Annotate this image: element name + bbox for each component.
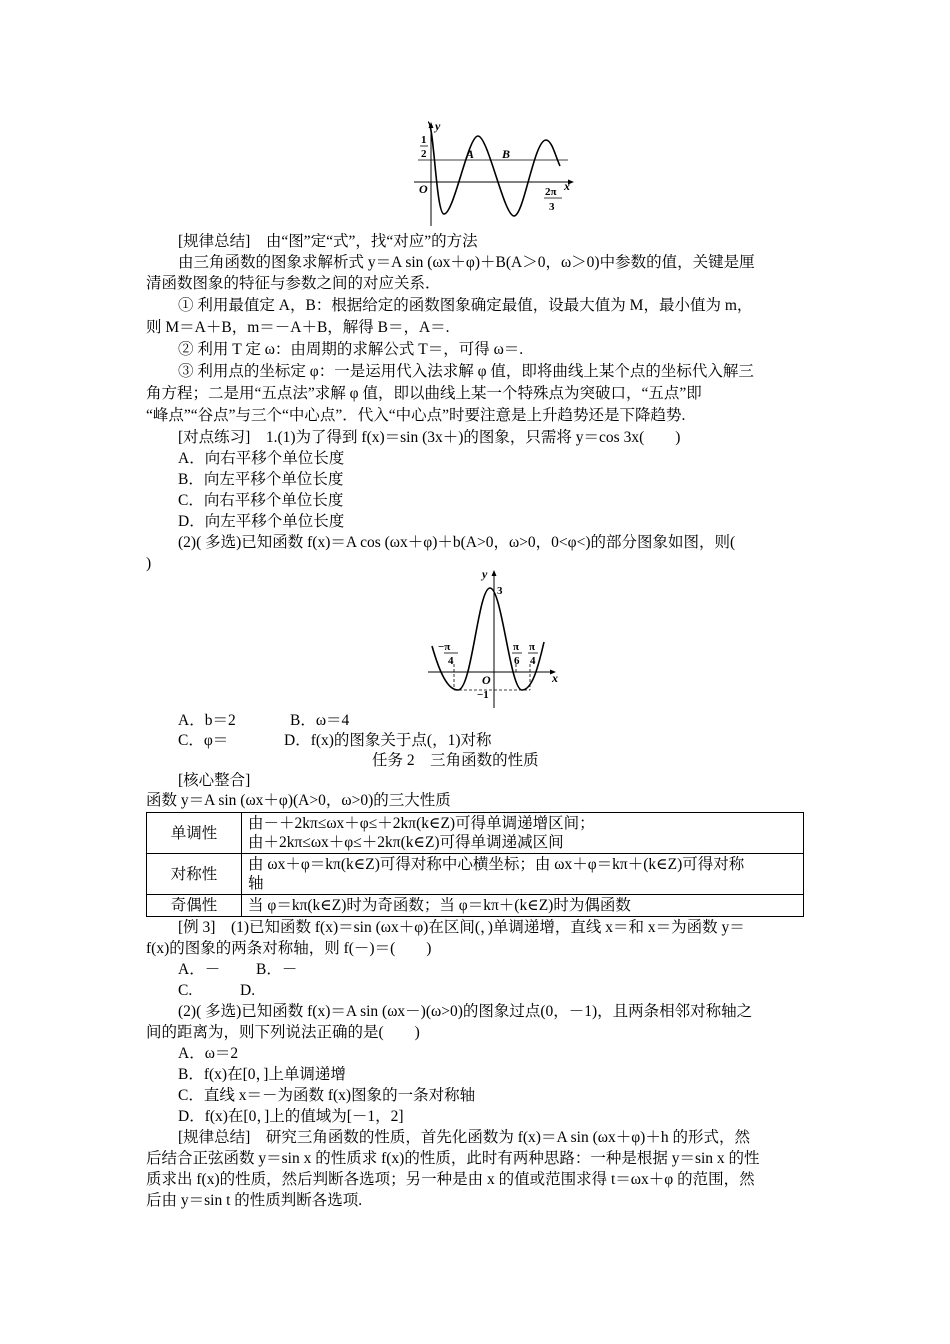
practice-title: [对点练习] bbox=[178, 429, 251, 446]
table-row bbox=[147, 895, 804, 917]
neg-pi4-num: −π bbox=[438, 641, 451, 653]
summary1-line: “峰点”“谷点”与三个“中心点”．代入“中心点”时要注意是上升趋势还是下降趋势. bbox=[146, 407, 686, 424]
row-name: 奇偶性 bbox=[147, 895, 242, 917]
practice-q2-options-row bbox=[178, 711, 350, 731]
cosine-graph-figure bbox=[418, 564, 566, 712]
example3-q2-option: B．f(x)在[0，]上单调递增 bbox=[178, 1066, 346, 1083]
min-label: −1 bbox=[477, 689, 489, 701]
pi4-num: π bbox=[529, 641, 536, 653]
summary2-heading bbox=[178, 1128, 750, 1148]
row-content bbox=[242, 895, 804, 917]
example3-q2-line2: 间的距离为，则下列说法正确的是( ) bbox=[146, 1024, 420, 1041]
origin-label: O bbox=[482, 673, 491, 687]
summary1-line: 清函数图象的特征与参数之间的对应关系． bbox=[146, 275, 441, 292]
tick-num: 2π bbox=[545, 186, 557, 198]
pi6-num: π bbox=[513, 641, 520, 653]
summary1-line: ② 利用 T 定 ω：由周期的求解公式 T＝，可得 ω＝. bbox=[178, 341, 524, 358]
practice-q2-line1: (2)( 多选)已知函数 f(x)＝A cos (ωx＋φ)＋b(A>0，ω>0，0<φ<)的部分图象如图，则( bbox=[178, 534, 736, 551]
example3-q1-line2: f(x)的图象的两条对称轴，则 f(－)＝( ) bbox=[146, 940, 432, 957]
practice-q1-text: 1.(1)为了得到 f(x)＝sin (3x＋)的图象，只需将 y＝cos 3x( ) bbox=[250, 429, 681, 446]
summary2-line: 质求出 f(x)的性质，然后判断各选项；另一种是由 x 的值或范围求得 t＝ωx＋φ 的范围，然 bbox=[146, 1171, 755, 1188]
summary1-title-text: 由“图”定“式”，找“对应”的方法 bbox=[250, 233, 478, 250]
pi6-den: 6 bbox=[514, 655, 520, 667]
practice-q2-options-row bbox=[178, 731, 492, 751]
max-label: 3 bbox=[497, 585, 503, 597]
practice-q1-option: A．向右平移个单位长度 bbox=[178, 450, 345, 467]
row-line: 当 φ＝kπ(k∈Z)时为奇函数；当 φ＝kπ＋(k∈Z)时为偶函数 bbox=[248, 897, 631, 914]
core-intro: 函数 y＝A sin (ωx＋φ)(A>0，ω>0)的三大性质 bbox=[146, 792, 451, 809]
y-label: y bbox=[482, 567, 488, 581]
example3-q2-option: C．直线 x＝－为函数 f(x)图象的一条对称轴 bbox=[178, 1087, 476, 1104]
y-label: y bbox=[435, 119, 441, 133]
row-line: 轴 bbox=[248, 875, 264, 892]
y-axis-arrow-icon bbox=[492, 570, 497, 576]
practice-q2-option: B．ω＝4 bbox=[290, 712, 350, 729]
half-den: 2 bbox=[421, 148, 427, 160]
summary1-line: 角方程；二是用“五点法”求解 φ 值，即以曲线上某一个特殊点为突破口，“五点”即 bbox=[146, 385, 702, 402]
table-row bbox=[147, 813, 804, 854]
x-label: x bbox=[552, 671, 558, 685]
example3-q2-line1: (2)( 多选)已知函数 f(x)＝A sin (ωx－)(ω>0)的图象过点(0，－1)，且两条相邻对称轴之 bbox=[178, 1003, 753, 1020]
practice-q2-line2: ) bbox=[146, 555, 152, 572]
sine-graph-figure bbox=[408, 118, 580, 230]
row-line: 由 ωx＋φ＝kπ(k∈Z)可得对称中心横坐标；由 ωx＋φ＝kπ＋(k∈Z)可得对称 bbox=[248, 856, 745, 873]
summary1-heading bbox=[178, 232, 478, 252]
row-line: 由－＋2kπ≤ωx＋φ≤＋2kπ(k∈Z)可得单调递增区间； bbox=[248, 815, 595, 832]
practice-q1 bbox=[178, 428, 680, 448]
pi4-den: 4 bbox=[530, 655, 536, 667]
summary1-line: 由三角函数的图象求解析式 y＝A sin (ωx＋φ)＋B(A＞0，ω＞0)中参数的值，关键是厘 bbox=[178, 254, 755, 271]
practice-q1-option: D．向左平移个单位长度 bbox=[178, 513, 345, 530]
practice-q2-option: C．φ＝ bbox=[178, 732, 229, 749]
row-name: 对称性 bbox=[147, 854, 242, 895]
example3-q2-option: D．f(x)在[0，]上的值域为[－1，2] bbox=[178, 1108, 404, 1125]
summary1-line: ③ 利用点的坐标定 φ：一是运用代入法求解 φ 值，即将曲线上某个点的坐标代入解三 bbox=[178, 363, 754, 380]
practice-q2-option: D．f(x)的图象关于点(，1)对称 bbox=[284, 732, 492, 749]
example3-q1-option: C. bbox=[178, 982, 193, 999]
row-line: 由＋2kπ≤ωx＋φ≤＋2kπ(k∈Z)可得单调递减区间 bbox=[248, 834, 564, 851]
summary2-title: [规律总结] bbox=[178, 1129, 251, 1146]
example3-q1-option: B．－ bbox=[256, 961, 298, 978]
summary1-line: 则 M＝A＋B，m＝－A＋B，解得 B＝，A＝. bbox=[146, 319, 450, 336]
tick-den: 3 bbox=[549, 201, 555, 213]
example3-q1-options-row bbox=[178, 981, 256, 1001]
example3-q2-option: A．ω＝2 bbox=[178, 1045, 239, 1062]
practice-q1-option: B．向左平移个单位长度 bbox=[178, 471, 344, 488]
properties-table bbox=[146, 812, 804, 917]
example3-q1-options-row bbox=[178, 960, 298, 980]
example3-q1-line1: [例 3] (1)已知函数 f(x)＝sin (ωx＋φ)在区间(，)单调递增，直线 x＝和 x＝为函数 y＝ bbox=[178, 919, 745, 936]
practice-q1-option: C．向右平移个单位长度 bbox=[178, 492, 344, 509]
x-label: x bbox=[564, 179, 570, 193]
row-content bbox=[242, 854, 804, 895]
row-content bbox=[242, 813, 804, 854]
point-a-label: A bbox=[466, 147, 475, 161]
neg-pi4-den: 4 bbox=[448, 655, 454, 667]
summary2-line1: 研究三角函数的性质，首先化函数为 f(x)＝A sin (ωx＋φ)＋h 的形式，然 bbox=[250, 1129, 750, 1146]
origin-label: O bbox=[419, 182, 428, 196]
row-name: 单调性 bbox=[147, 813, 242, 854]
sine-curve bbox=[428, 122, 560, 216]
example3-q1-option: D. bbox=[240, 982, 256, 999]
core-title: [核心整合] bbox=[178, 772, 251, 789]
summary2-line: 后结合正弦函数 y＝sin x 的性质求 f(x)的性质，此时有两种思路：一种是根据 y＝sin x 的性 bbox=[146, 1150, 760, 1167]
summary2-line: 后由 y＝sin t 的性质判断各选项. bbox=[146, 1192, 363, 1209]
table-row bbox=[147, 854, 804, 895]
practice-q2-option: A．b＝2 bbox=[178, 712, 236, 729]
example3-q1-option: A．－ bbox=[178, 961, 221, 978]
half-num: 1 bbox=[421, 134, 427, 146]
point-b-label: B bbox=[502, 147, 511, 161]
summary1-line: ① 利用最值定 A，B：根据给定的函数图象确定最值，设最大值为 M，最小值为 m， bbox=[178, 297, 753, 314]
task2-heading: 任务 2 三角函数的性质 bbox=[372, 752, 539, 769]
summary1-title: [规律总结] bbox=[178, 233, 251, 250]
